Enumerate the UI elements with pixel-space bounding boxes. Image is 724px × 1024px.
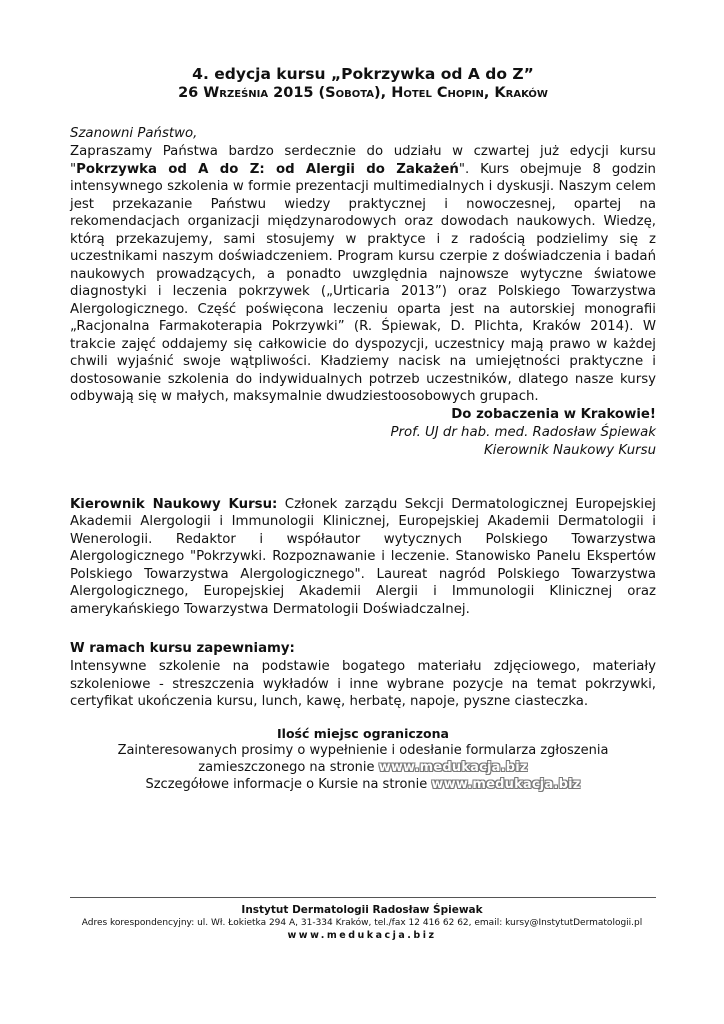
- provides-text: Intensywne szkolenie na podstawie bogatego materiału zdjęciowego, materiały szkoleniowe - streszczenia wykładów i inne wybrane pozycje na temat pokrzywki, certyfikat ukończenia kursu, lunch, kawę, herbatę, napoje, pyszne ciasteczka.: [70, 659, 656, 709]
- signoff-block: [70, 406, 656, 460]
- invitation-paragraph: [70, 143, 656, 406]
- website-link-details[interactable]: www.medukacja.biz: [431, 776, 581, 792]
- footer: [40, 903, 684, 943]
- website-link[interactable]: www.medukacja.biz: [378, 759, 528, 775]
- info-line-2: [70, 759, 656, 776]
- info-line-1: Zainteresowanych prosimy o wypełnienie i odesłanie formularza zgłoszenia: [117, 742, 609, 758]
- course-name: Pokrzywka od A do Z: od Alergii do Zakażeń: [76, 161, 459, 177]
- signer-name: Prof. UJ dr hab. med. Radosław Śpiewak: [390, 424, 656, 440]
- course-date-location: 26 Września 2015 (Sobota), Hotel Chopin, Kraków: [178, 85, 548, 101]
- footer-website[interactable]: www.medukacja.biz: [287, 930, 437, 941]
- info-line-3-text: Szczegółowe informacje o Kursie na stronie: [145, 776, 432, 792]
- bio-text: Członek zarządu Sekcji Dermatologicznej Europejskiej Akademii Alergologii i Immunologii Klinicznej, Europejskiej Akademii Dermatologii i Wenerologii. Redaktor i współautor wytycznych Polskiego Towarzystwa Alergologicznego "Pokrzywki. Rozpoznawanie i leczenie. Stanowisko Panelu Ekspertów Polskiego Towarzystwa Alergologicznego". Laureat nagród Polskiego Towarzystwa Alergologicznego, Europejskiej Akademii Alergii i Immunologii Klinicznej oraz amerykańskiego Towarzystwa Dermatologii Doświadczalnej.: [70, 496, 656, 617]
- intro-before: Zapraszamy Państwa bardzo serdecznie do udziału w czwartej już edycji kursu ": [70, 144, 656, 177]
- greeting: Szanowni Państwo,: [70, 126, 198, 141]
- document-page: [70, 64, 656, 793]
- signer-role: Kierownik Naukowy Kursu: [483, 442, 656, 458]
- bio-label: Kierownik Naukowy Kursu:: [70, 496, 278, 512]
- info-line-2-text: zamieszczonego na stronie: [198, 759, 379, 775]
- footer-address: Adres korespondencyjny: ul. Wł. Łokietka 294 A, 31-334 Kraków, tel./fax 12 416 62 62, email: kursy@InstytutDermatologii.pl: [81, 918, 643, 928]
- provides-heading: W ramach kursu zapewniamy:: [70, 641, 295, 656]
- closing-line: Do zobaczenia w Krakowie!: [451, 406, 656, 422]
- director-bio: [70, 496, 656, 619]
- intro-after: ". Kurs obejmuje 8 godzin intensywnego szkolenia w formie prezentacji multimedialnych i dyskusji. Naszym celem jest przekazanie Państwu wiedzy praktycznej i nowoczesnej, opartej na rekomendacjach organizacji międzynarodowych oraz dowodach naukowych. Wiedzę, którą przekazujemy, sami stosujemy w praktyce i z radością podzielimy się z uczestnikami naszym doświadczeniem. Program kursu czerpie z doświadczenia i badań naukowych prowadzących, a ponadto uwzględnia najnowsze wytyczne światowe diagnostyki i leczenia pokrzywek („Urticaria 2013”) oraz Polskiego Towarzystwa Alergologicznego. Część poświęcona leczeniu oparta jest na autorskiej monografii „Racjonalna Farmakoterapia Pokrzywki” (R. Śpiewak, D. Plichta, Kraków 2014). W trakcie zajęć oddajemy się całkowicie do dyspozycji, uczestnicy mają prawo w każdej chwili wyjaśnić swoje wątpliwości. Kładziemy nacisk na umiejętności praktyczne i dostosowanie szkolenia do indywidualnych potrzeb uczestników, dlatego nasze kursy odbywają się w małych, maksymalnie dwudziestoosobowych grupach.: [70, 161, 656, 404]
- footer-divider: [70, 897, 656, 898]
- info-line-3: [70, 776, 656, 793]
- course-title: 4. edycja kursu „Pokrzywka od A do Z”: [192, 65, 534, 83]
- limited-seats-notice: Ilość miejsc ograniczona: [277, 725, 449, 741]
- footer-institute: Instytut Dermatologii Radosław Śpiewak: [241, 904, 483, 916]
